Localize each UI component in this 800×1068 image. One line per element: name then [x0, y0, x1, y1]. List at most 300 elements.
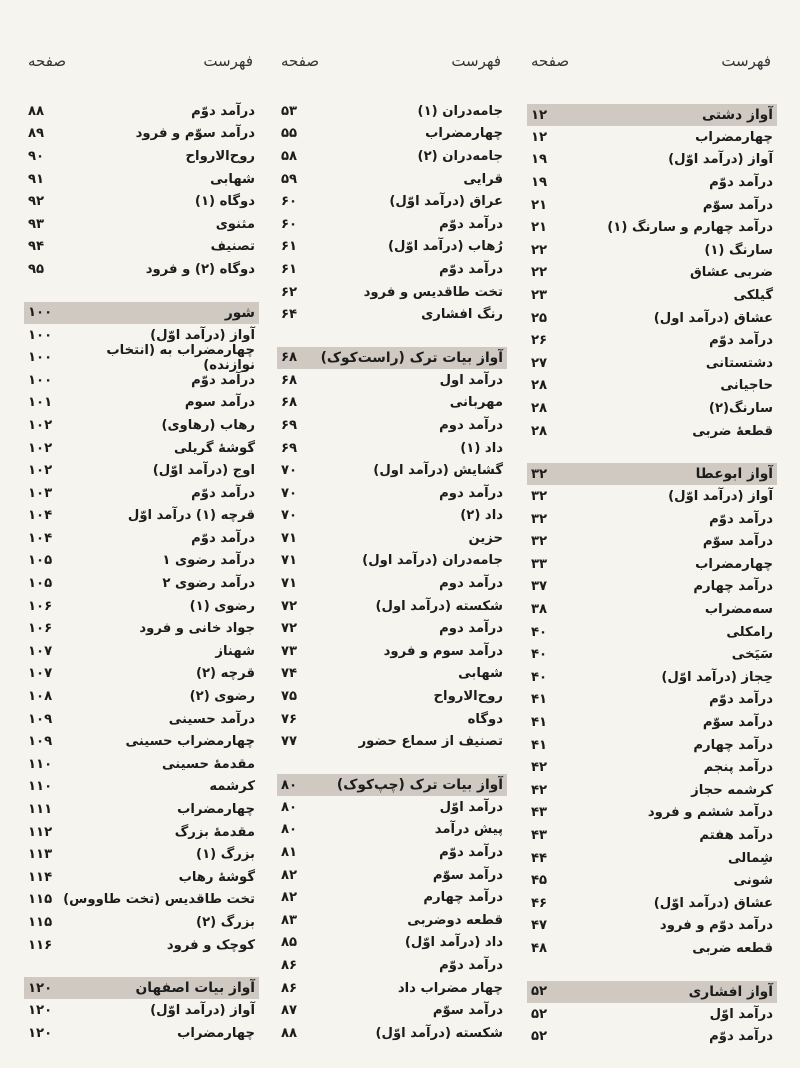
entry-page-number: ۲۲ — [531, 242, 548, 258]
toc-entry — [277, 236, 507, 259]
entry-page-number: ۱۲۰ — [28, 1003, 53, 1019]
entry-page-number: ۲۲ — [531, 265, 548, 281]
entry-page-number: ۱۰۶ — [28, 621, 53, 637]
entry-page-number: ۸۹ — [28, 126, 45, 142]
section-gap — [277, 753, 507, 770]
entry-page-number: ۴۱ — [531, 715, 548, 731]
entry-title: درآمد سوم و فرود — [383, 643, 503, 659]
entry-title: درآمد دوّم — [191, 372, 255, 388]
entry-title: کوچک و فرود — [166, 937, 255, 953]
toc-entry — [527, 397, 777, 420]
entry-title: درآمد دوم — [439, 576, 503, 592]
entry-page-number: ۱۱۴ — [28, 869, 53, 885]
toc-entry — [277, 459, 507, 482]
toc-entry — [24, 798, 259, 821]
entry-title: کرشمه حجاز — [691, 782, 773, 798]
entry-title: درآمد چهارم — [693, 737, 773, 753]
entry-title: درآمد سوّم — [702, 715, 773, 731]
toc-entry — [527, 937, 777, 960]
entry-title: شکسته (درآمد اوّل) — [375, 1025, 503, 1041]
entry-title: شونی — [733, 873, 773, 889]
entry-title: سارنگ (۱) — [704, 242, 773, 258]
toc-entry — [277, 977, 507, 1000]
entry-title: درآمد دوّم — [439, 216, 503, 232]
entry-title: درآمد دوّم و فرود — [659, 918, 773, 934]
toc-entry — [24, 866, 259, 889]
entry-title: درآمد دوّم — [439, 261, 503, 277]
entry-title: درآمد دوّم — [709, 1029, 773, 1045]
entry-page-number: ۱۰۵ — [28, 553, 53, 569]
section-gap — [24, 281, 259, 298]
entry-title: درآمد سوّم — [702, 197, 773, 213]
entry-title: درآمد دوّم — [709, 511, 773, 527]
entry-title: درآمد دوّم — [191, 530, 255, 546]
entry-title: درآمد دوم — [439, 621, 503, 637]
toc-entry — [277, 100, 507, 123]
entry-page-number: ۷۲ — [281, 621, 298, 637]
toc-entry — [24, 934, 259, 957]
toc-entry — [24, 482, 259, 505]
section-gap — [527, 960, 777, 977]
toc-entry — [24, 437, 259, 460]
toc-entry — [277, 708, 507, 731]
entry-title: آواز افشاری — [688, 983, 773, 1000]
entry-title: چهارمضراب — [177, 1025, 255, 1041]
toc-entry — [24, 369, 259, 392]
toc-entry — [277, 505, 507, 528]
entry-title: دشتستانی — [705, 355, 773, 371]
entry-title: تخت طاقدیس و فرود — [363, 284, 503, 300]
entry-page-number: ۸۷ — [281, 1003, 298, 1019]
entry-page-number: ۶۹ — [281, 417, 298, 433]
toc-entry — [277, 303, 507, 326]
toc-entry — [24, 213, 259, 236]
entry-title: قرچه (۲) — [195, 666, 255, 682]
entry-title: چهار مضراب داد — [397, 980, 503, 996]
entry-title: درآمد چهارم — [693, 579, 773, 595]
entry-title: داد (۲) — [460, 508, 503, 524]
entry-page-number: ۴۳ — [531, 805, 548, 821]
entry-page-number: ۶۱ — [281, 261, 298, 277]
entry-page-number: ۱۰۰ — [28, 372, 53, 388]
entry-title: آواز بیات ترک (راست‌کوک) — [320, 349, 503, 366]
entry-title: مهربانی — [449, 395, 503, 411]
entry-page-number: ۲۸ — [531, 378, 548, 394]
entry-page-number: ۷۱ — [281, 553, 298, 569]
toc-entry — [24, 100, 259, 123]
entry-page-number: ۸۳ — [281, 912, 298, 928]
toc-entry — [277, 864, 507, 887]
toc-entry — [527, 847, 777, 870]
entry-page-number: ۱۰۹ — [28, 734, 53, 750]
entry-page-number: ۳۸ — [531, 602, 548, 618]
entry-page-number: ۳۳ — [531, 556, 548, 572]
toc-entry — [277, 663, 507, 686]
section-gap — [24, 956, 259, 973]
entry-title: درآمد دوّم — [709, 333, 773, 349]
column-header — [277, 52, 507, 74]
toc-entry — [527, 375, 777, 398]
toc-entry — [527, 485, 777, 508]
toc-entries — [527, 100, 777, 1048]
entry-page-number: ۵۲ — [531, 1029, 548, 1045]
entry-page-number: ۱۲ — [531, 129, 548, 145]
entry-title: داد (۱) — [460, 440, 503, 456]
entry-page-number: ۴۷ — [531, 918, 548, 934]
entry-page-number: ۴۵ — [531, 873, 548, 889]
entry-page-number: ۱۱۳ — [28, 847, 53, 863]
entry-title: دوگاه (۲) و فرود — [145, 261, 255, 277]
entry-title: آواز (درآمد اوّل) — [668, 152, 773, 168]
entry-title: حِجاز (درآمد اوّل) — [661, 669, 773, 685]
entry-title: مقدمهٔ حسینی — [161, 756, 255, 772]
entry-page-number: ۳۲ — [531, 534, 548, 550]
toc-entry — [24, 911, 259, 934]
toc-entry — [277, 369, 507, 392]
entry-title: عراق (درآمد اوّل) — [389, 194, 503, 210]
entry-page-number: ۷۰ — [281, 485, 298, 501]
entry-title: آواز دشتی — [701, 107, 773, 123]
toc-entry — [24, 685, 259, 708]
toc-entry — [277, 550, 507, 573]
entry-title: قطعه دوضربی — [407, 912, 503, 928]
entry-page-number: ۶۰ — [281, 194, 298, 210]
toc-entry — [527, 329, 777, 352]
entry-title: دوگاه — [467, 711, 503, 727]
column-header-title: فهرست — [203, 52, 253, 70]
toc-entry — [24, 572, 259, 595]
entry-page-number: ۱۰۰ — [28, 305, 53, 321]
entry-page-number: ۸۶ — [281, 957, 298, 973]
entry-page-number: ۵۲ — [531, 1006, 548, 1022]
toc-entry — [527, 194, 777, 217]
entry-page-number: ۱۰۰ — [28, 327, 53, 343]
toc-section-heading — [24, 977, 259, 999]
entry-page-number: ۱۰۸ — [28, 689, 53, 705]
entry-title: قطعه ضربی — [692, 940, 773, 956]
entry-title: بزرگ (۲) — [196, 914, 255, 930]
toc-entry — [24, 889, 259, 912]
toc-entry — [277, 796, 507, 819]
toc-column-1 — [527, 0, 777, 1068]
entry-page-number: ۳۲ — [531, 511, 548, 527]
toc-section-heading — [527, 981, 777, 1003]
entry-title: چهارمضراب — [177, 802, 255, 818]
entry-title: آواز ابوعطا — [695, 466, 773, 483]
entry-page-number: ۱۰۰ — [28, 350, 53, 366]
entry-page-number: ۲۶ — [531, 333, 548, 349]
entry-title: جامه‌دران (۱) — [417, 103, 503, 119]
toc-entry — [527, 576, 777, 599]
entry-title: کرشمه — [209, 779, 255, 795]
entry-title: درآمد سوّم و فرود — [135, 126, 255, 142]
entry-title: شهابی — [458, 666, 503, 682]
entry-page-number: ۱۰۳ — [28, 485, 53, 501]
entry-page-number: ۱۰۱ — [28, 395, 53, 411]
toc-entry — [527, 915, 777, 938]
entry-title: آواز بیات اصفهان — [135, 980, 255, 997]
toc-entry — [277, 909, 507, 932]
entry-page-number: ۳۲ — [531, 466, 548, 482]
entry-page-number: ۸۰ — [281, 822, 298, 838]
entry-title: درآمد پنجم — [703, 760, 773, 776]
toc-entry — [527, 689, 777, 712]
entry-page-number: ۳۷ — [531, 579, 548, 595]
toc-entry — [277, 213, 507, 236]
entry-page-number: ۸۵ — [281, 935, 298, 951]
entry-title: ضربی عشاق — [689, 265, 773, 281]
toc-entry — [527, 756, 777, 779]
entry-page-number: ۷۴ — [281, 666, 298, 682]
entry-page-number: ۷۲ — [281, 598, 298, 614]
toc-entry — [277, 145, 507, 168]
entry-page-number: ۱۱۲ — [28, 824, 53, 840]
entry-page-number: ۴۱ — [531, 692, 548, 708]
entry-title: جامه‌دران (۲) — [417, 148, 503, 164]
toc-entry — [24, 595, 259, 618]
toc-entry — [527, 779, 777, 802]
entry-page-number: ۷۰ — [281, 508, 298, 524]
entry-title: روح‌الارواح — [433, 689, 503, 705]
toc-entry — [527, 553, 777, 576]
entry-title: تصنیف از سماع حضور — [358, 734, 503, 750]
entry-page-number: ۱۰۲ — [28, 440, 53, 456]
entry-title: درآمد دوّم — [439, 957, 503, 973]
toc-entry — [527, 171, 777, 194]
entry-title: اوج (درآمد اوّل) — [152, 463, 255, 479]
entry-title: گوشهٔ رهاب — [178, 869, 255, 885]
column-header-page: صفحه — [28, 52, 67, 70]
entry-title: آواز (درآمد اوّل) — [668, 489, 773, 505]
entry-title: مثنوی — [215, 216, 255, 232]
entry-title: چهارمضراب — [695, 556, 773, 572]
toc-entry — [277, 527, 507, 550]
entry-page-number: ۴۰ — [531, 624, 548, 640]
entry-page-number: ۱۱۰ — [28, 779, 53, 795]
entry-title: رهاب (رهاوی) — [161, 417, 255, 433]
entry-title: درآمد ششم و فرود — [647, 805, 773, 821]
entry-title: تصنیف — [210, 239, 255, 255]
entry-page-number: ۱۲ — [531, 107, 548, 123]
entry-page-number: ۶۱ — [281, 239, 298, 255]
entry-page-number: ۹۲ — [28, 194, 45, 210]
toc-entry — [24, 392, 259, 415]
toc-entry — [527, 352, 777, 375]
column-header — [527, 52, 777, 74]
entry-title: درآمد سوّم — [432, 867, 503, 883]
toc-entry — [277, 841, 507, 864]
toc-entry — [527, 1025, 777, 1048]
toc-entry — [277, 640, 507, 663]
entry-page-number: ۱۲۰ — [28, 980, 53, 996]
toc-entry — [24, 617, 259, 640]
entry-page-number: ۴۴ — [531, 850, 548, 866]
toc-entry — [24, 414, 259, 437]
entry-title: حزین — [468, 530, 503, 546]
toc-section-heading — [527, 104, 777, 126]
toc-entry — [24, 821, 259, 844]
entry-title: شهابی — [210, 171, 255, 187]
entry-title: روح‌الارواح — [185, 148, 255, 164]
toc-entry — [24, 663, 259, 686]
entry-title: سَیَخی — [731, 647, 773, 663]
toc-entry — [527, 1003, 777, 1026]
entry-title: درآمد دوّم — [709, 174, 773, 190]
entry-title: شور — [224, 304, 255, 321]
entry-page-number: ۷۱ — [281, 576, 298, 592]
entry-title: درآمد اول — [439, 372, 503, 388]
entry-page-number: ۱۲۰ — [28, 1025, 53, 1041]
entry-page-number: ۱۱۵ — [28, 892, 53, 908]
toc-entry — [24, 190, 259, 213]
toc-entry — [24, 730, 259, 753]
toc-entry — [24, 236, 259, 259]
column-header-title: فهرست — [721, 52, 771, 70]
entry-title: قرایی — [463, 171, 503, 187]
entry-page-number: ۸۲ — [281, 867, 298, 883]
toc-entry — [527, 239, 777, 262]
entry-page-number: ۷۳ — [281, 643, 298, 659]
entry-title: جامه‌دران (درآمد اول) — [362, 553, 503, 569]
entry-title: درآمد هفتم — [699, 828, 773, 844]
toc-entry — [24, 168, 259, 191]
column-header — [24, 52, 259, 74]
entry-page-number: ۶۸ — [281, 372, 298, 388]
entry-page-number: ۷۷ — [281, 734, 298, 750]
toc-entry — [277, 258, 507, 281]
entry-title: دوگاه (۱) — [194, 194, 255, 210]
entry-page-number: ۴۱ — [531, 737, 548, 753]
entry-page-number: ۶۴ — [281, 307, 298, 323]
toc-entry — [277, 595, 507, 618]
entry-page-number: ۱۱۱ — [28, 802, 53, 818]
entry-page-number: ۹۰ — [28, 148, 45, 164]
toc-entry — [24, 459, 259, 482]
entry-page-number: ۱۹ — [531, 152, 548, 168]
toc-entry — [527, 284, 777, 307]
toc-entry — [527, 643, 777, 666]
toc-entry — [527, 262, 777, 285]
entry-page-number: ۱۱۵ — [28, 914, 53, 930]
toc-entry — [277, 886, 507, 909]
entry-title: درآمد رضوی ۱ — [162, 553, 255, 569]
toc-entry — [277, 392, 507, 415]
entry-page-number: ۱۰۴ — [28, 508, 53, 524]
entry-page-number: ۵۲ — [531, 984, 548, 1000]
entry-page-number: ۱۰۷ — [28, 666, 53, 682]
toc-entry — [527, 621, 777, 644]
toc-entry — [277, 617, 507, 640]
entry-page-number: ۲۱ — [531, 197, 548, 213]
toc-entry — [277, 437, 507, 460]
entry-page-number: ۱۱۶ — [28, 937, 53, 953]
entry-page-number: ۸۶ — [281, 980, 298, 996]
toc-entry — [277, 1022, 507, 1045]
entry-page-number: ۶۰ — [281, 216, 298, 232]
section-gap — [527, 442, 777, 459]
entry-page-number: ۱۰۴ — [28, 530, 53, 546]
entry-title: درآمد دوّم — [709, 692, 773, 708]
entry-page-number: ۸۰ — [281, 799, 298, 815]
toc-entry — [277, 954, 507, 977]
entry-page-number: ۷۰ — [281, 463, 298, 479]
entry-page-number: ۴۰ — [531, 669, 548, 685]
toc-entry — [277, 730, 507, 753]
section-gap — [277, 326, 507, 343]
entry-page-number: ۸۰ — [281, 777, 298, 793]
entry-title: سه‌مضراب — [704, 602, 773, 618]
entry-page-number: ۲۸ — [531, 423, 548, 439]
entry-page-number: ۱۰۲ — [28, 417, 53, 433]
entry-page-number: ۷۵ — [281, 689, 298, 705]
toc-entry — [527, 126, 777, 149]
entry-page-number: ۹۱ — [28, 171, 45, 187]
entry-title: قطعهٔ ضربی — [692, 423, 773, 439]
entry-page-number: ۱۰۹ — [28, 711, 53, 727]
entry-title: درآمد اوّل — [439, 799, 503, 815]
toc-entries — [24, 100, 259, 1045]
entry-title: شِمالی — [727, 850, 773, 866]
entry-page-number: ۴۳ — [531, 828, 548, 844]
toc-entry — [24, 505, 259, 528]
toc-entry — [277, 572, 507, 595]
toc-entry — [277, 685, 507, 708]
toc-entry — [527, 711, 777, 734]
column-header-page: صفحه — [531, 52, 570, 70]
entry-page-number: ۹۳ — [28, 216, 45, 232]
entry-page-number: ۲۳ — [531, 287, 548, 303]
entry-title: گشایش (درآمد اول) — [373, 463, 503, 479]
entry-title: سارنگ(۲) — [708, 400, 773, 416]
toc-entry — [527, 149, 777, 172]
entry-page-number: ۵۳ — [281, 103, 298, 119]
entry-title: درآمد سوّم — [432, 1003, 503, 1019]
entry-page-number: ۱۰۵ — [28, 576, 53, 592]
toc-entry — [277, 999, 507, 1022]
entry-page-number: ۹۴ — [28, 239, 45, 255]
toc-entry — [277, 190, 507, 213]
toc-entry — [24, 843, 259, 866]
entry-title: عشاق (درآمد اوّل) — [653, 895, 773, 911]
toc-entry — [277, 414, 507, 437]
toc-entry — [24, 640, 259, 663]
entry-page-number: ۱۱۰ — [28, 756, 53, 772]
toc-entry — [527, 508, 777, 531]
entry-page-number: ۱۰۲ — [28, 463, 53, 479]
toc-entry — [277, 281, 507, 304]
toc-entry — [24, 342, 259, 373]
entry-title: چهارمضراب — [695, 129, 773, 145]
toc-entry — [24, 258, 259, 281]
entry-page-number: ۶۲ — [281, 284, 298, 300]
entry-title: درآمد اوّل — [709, 1006, 773, 1022]
entry-title: درآمد دوّم — [191, 485, 255, 501]
entry-title: رنگ افشاری — [421, 307, 503, 323]
entry-title: تخت طاقدیس (تخت طاووس) — [63, 892, 255, 908]
entry-page-number: ۴۲ — [531, 782, 548, 798]
column-header-page: صفحه — [281, 52, 320, 70]
entry-title: رضوی (۱) — [189, 598, 255, 614]
toc-entry — [277, 932, 507, 955]
toc-entry — [527, 734, 777, 757]
entry-title: داد (درآمد اوّل) — [404, 935, 503, 951]
entry-page-number: ۶۸ — [281, 350, 298, 366]
toc-entry — [527, 216, 777, 239]
entry-title: قرچه (۱) درآمد اوّل — [127, 508, 255, 524]
entry-page-number: ۲۸ — [531, 400, 548, 416]
toc-entry — [24, 999, 259, 1022]
toc-section-heading — [24, 302, 259, 324]
